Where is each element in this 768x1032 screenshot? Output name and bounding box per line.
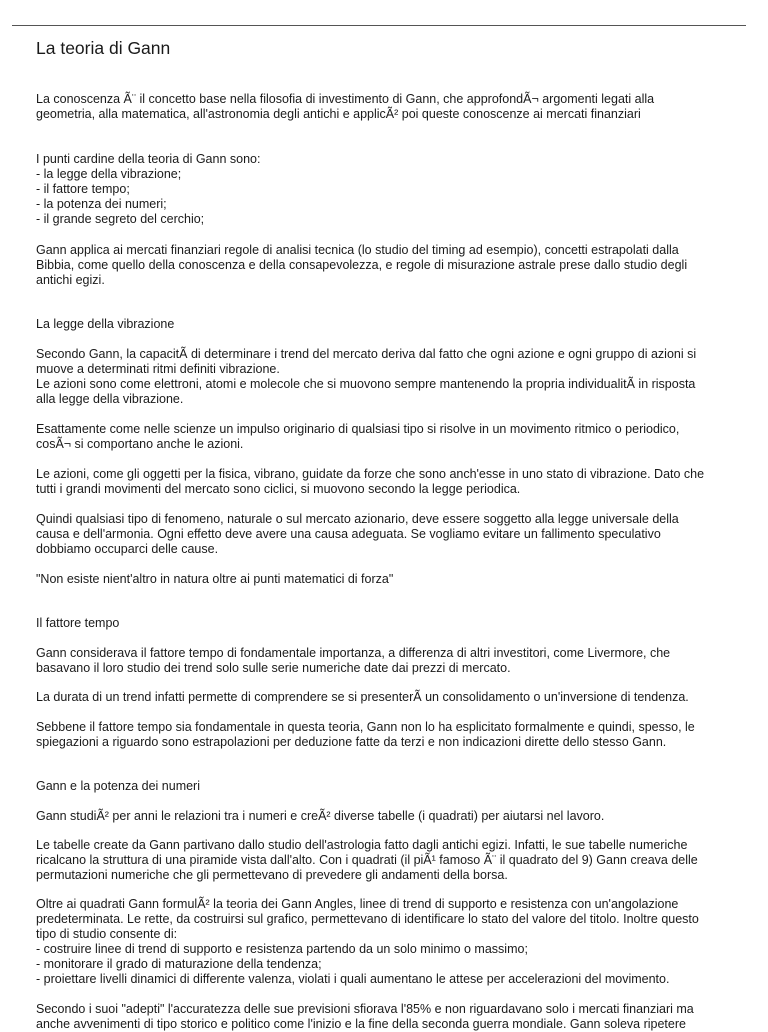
- section-heading-potenza-numeri: Gann e la potenza dei numeri: [36, 779, 200, 793]
- vibrazione-paragraph-3: Le azioni, come gli oggetti per la fisica, vibrano, guidate da forze che sono anch'esse in uno stato di vibrazione. Dato che tutti i grandi movimenti del mercato sono ciclici, si muovono secondo la legge periodica.: [36, 467, 705, 496]
- vibrazione-paragraph-2: Esattamente come nelle scienze un impulso originario di qualsiasi tipo si risolve in un movimento ritmico o periodico, cosÃ¬ si comportano anche le azioni.: [36, 422, 680, 451]
- potenza-numeri-paragraph-1: Gann studiÃ² per anni le relazioni tra i numeri e creÃ² diverse tabelle (i quadrati) per aiutarsi nel lavoro.: [36, 809, 605, 823]
- vibrazione-quote: "Non esiste nient'altro in natura oltre ai punti matematici di forza": [36, 572, 394, 586]
- fattore-tempo-paragraph-1: Gann considerava il fattore tempo di fondamentale importanza, a differenza di altri investitori, come Livermore, che basavano il loro studio dei trend solo sulle serie numeriche date dai prezzi di mercato.: [36, 646, 671, 675]
- header-rule: [12, 25, 746, 26]
- potenza-numeri-paragraph-3: Oltre ai quadrati Gann formulÃ² la teoria dei Gann Angles, linee di trend di supporto e resistenza con un'angolazione predeterminata. Le rette, da costruirsi sul grafico, permettevano di identificare lo stato del valore del titolo. Inoltre questo tipo di studio consente di: - costruire linee di trend di supporto e resistenza partendo da un solo minimo o massimo; - monitorare il grado di maturazione della tendenza; - proiettare livelli dinamici di differente valenza, violati i quali aumentano le attese per accelerazioni del movimento.: [36, 897, 699, 986]
- vibrazione-paragraph-4: Quindi qualsiasi tipo di fenomeno, naturale o sul mercato azionario, deve essere soggetto alla legge universale della causa e dell'armonia. Ogni effetto deve avere una causa adeguata. Se vogliamo evitare un fallimento speculativo dobbiamo occuparci delle cause.: [36, 512, 679, 556]
- gann-application-paragraph: Gann applica ai mercati finanziari regole di analisi tecnica (lo studio del timing ad esempio), concetti estrapolati dalla Bibbia, come quello della conoscenza e della consapevolezza, e regole di misurazione astrale prese dallo studio degli antichi egizi.: [36, 243, 688, 287]
- document-title: La teoria di Gann: [36, 38, 171, 58]
- section-heading-vibrazione: La legge della vibrazione: [36, 317, 175, 331]
- section-heading-fattore-tempo: Il fattore tempo: [36, 616, 120, 630]
- potenza-numeri-paragraph-2: Le tabelle create da Gann partivano dallo studio dell'astrologia fatto dagli antichi egizi. Infatti, le sue tabelle numeriche ricalcano la struttura di una piramide vista dall'alto. Con i quadrati (il piÃ¹ famoso Ã¨ il quadrato del 9) Gann creava delle permutazioni numeriche che gli permettevano di prevedere gli andamenti della borsa.: [36, 838, 698, 882]
- potenza-numeri-paragraph-4: Secondo i suoi "adepti" l'accuratezza delle sue previsioni sfiorava l'85% e non riguardavano solo i mercati finanziari ma anche avvenimenti di tipo storico e politico come l'inizio e la fine della seconda guerra mondiale. Gann soleva ripetere: [36, 1002, 694, 1031]
- intro-paragraph: La conoscenza Ã¨ il concetto base nella filosofia di investimento di Gann, che approfondÃ¬ argomenti legati alla geometria, alla matematica, all'astronomia degli antichi e applicÃ² poi queste conoscenze ai mercati finanziari: [36, 92, 655, 121]
- document-body: [36, 37, 732, 1032]
- fattore-tempo-paragraph-2: La durata di un trend infatti permette di comprendere se si presenterÃ un consolidamento o un'inversione di tendenza.: [36, 690, 689, 704]
- fattore-tempo-paragraph-3: Sebbene il fattore tempo sia fondamentale in questa teoria, Gann non lo ha esplicitato formalmente e quindi, spesso, le spiegazioni a riguardo sono estrapolazioni per deduzione fatte da terzi e non indicazioni dirette dello stesso Gann.: [36, 720, 695, 749]
- key-points-list: I punti cardine della teoria di Gann sono: - la legge della vibrazione; - il fattore tempo; - la potenza dei numeri; - il grande segreto del cerchio;: [36, 152, 261, 226]
- vibrazione-paragraph-1: Secondo Gann, la capacitÃ di determinare i trend del mercato deriva dal fatto che ogni azione e ogni gruppo di azioni si muove a determinati ritmi definiti vibrazione. Le azioni sono come elettroni, atomi e molecole che si muovono sempre mantenendo la propria individualitÃ in risposta alla legge della vibrazione.: [36, 347, 697, 406]
